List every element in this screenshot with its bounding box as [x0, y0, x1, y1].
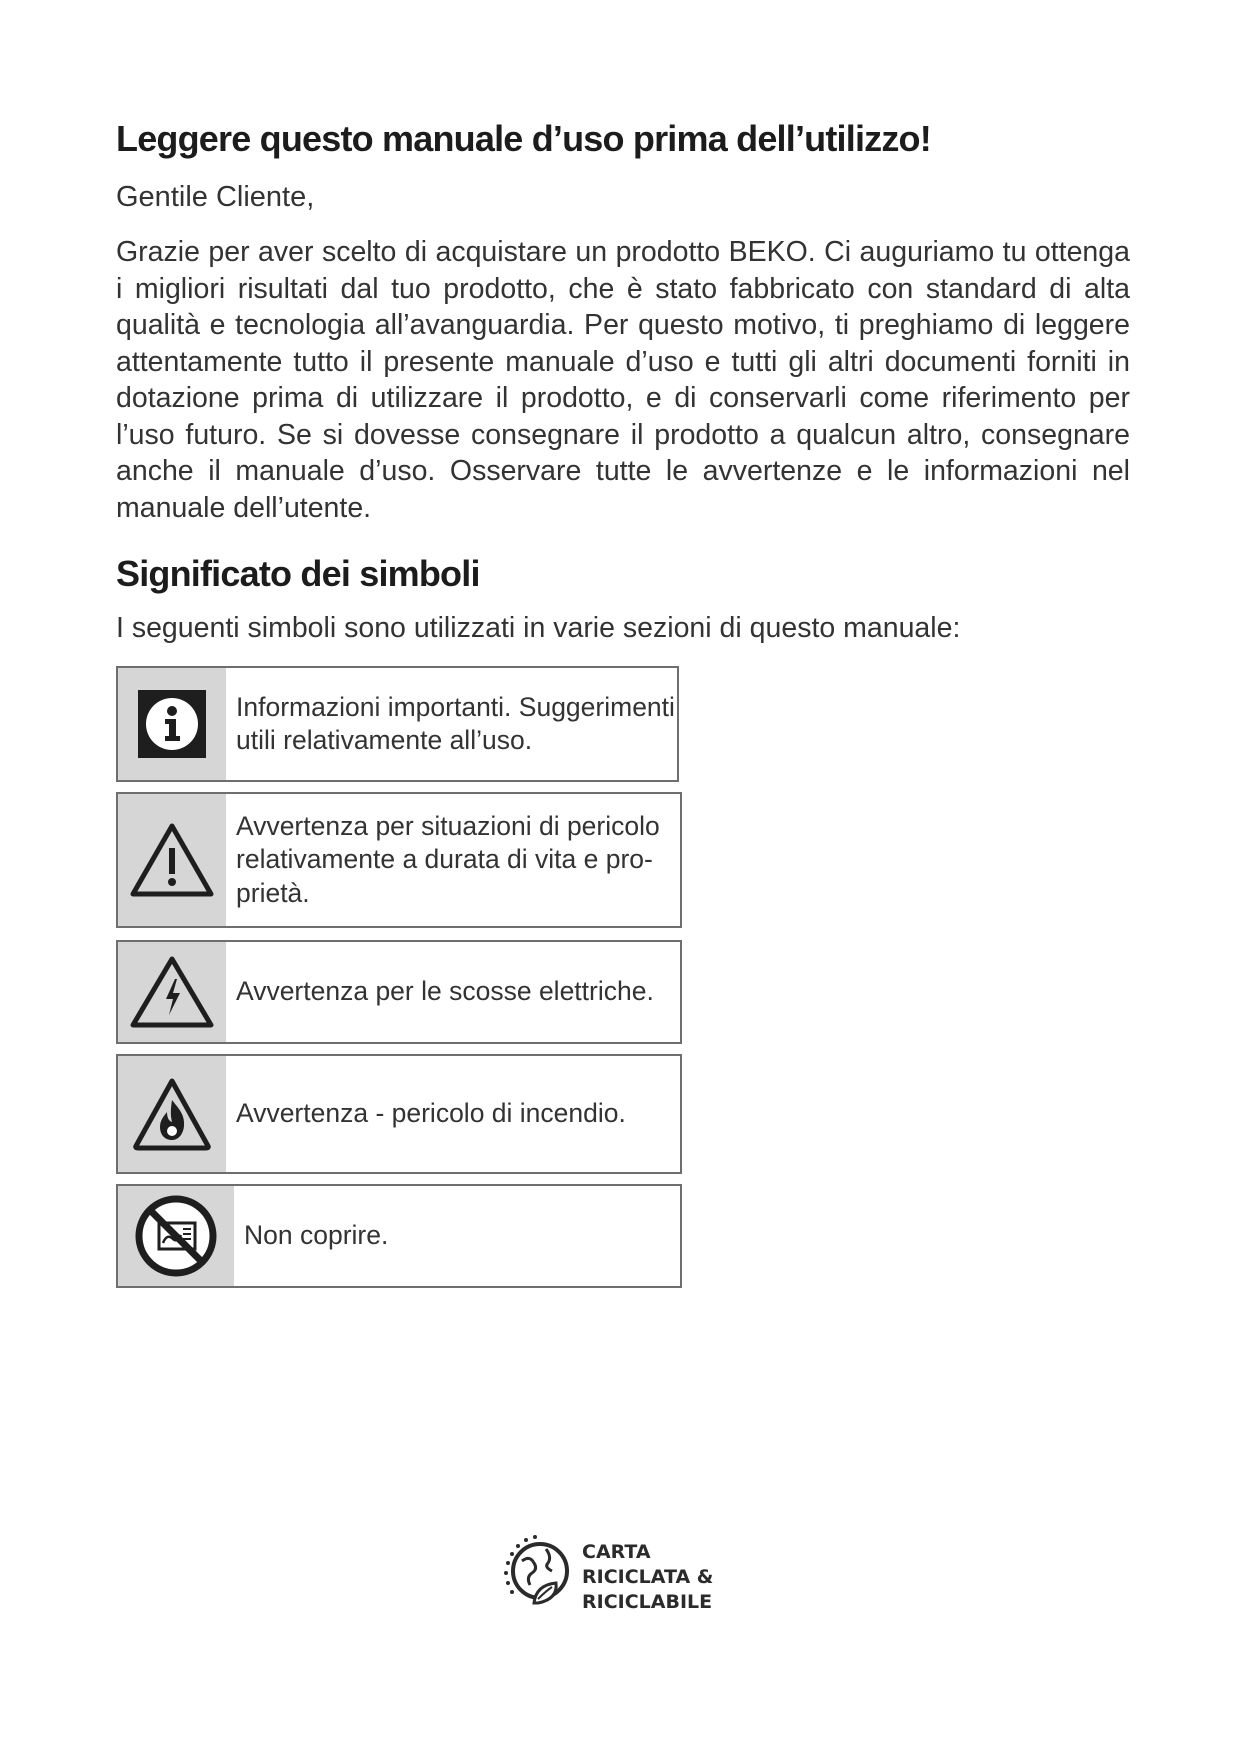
recycled-paper-label: [582, 1540, 713, 1615]
symbol-row-info: [116, 666, 679, 782]
footer-line-2: RICICLATA &: [582, 1566, 714, 1588]
electric-shock-icon: [118, 942, 226, 1042]
greeting: Gentile Cliente,: [116, 181, 315, 213]
symbol-row-do-not-cover: [116, 1184, 682, 1288]
symbol-row-electric-shock: [116, 940, 682, 1044]
symbol-row-fire-hazard: [116, 1054, 682, 1174]
page-title: Leggere questo manuale d’uso prima dell’utilizzo!: [116, 118, 931, 159]
symbol-row-warning: [116, 792, 682, 928]
info-icon: [118, 668, 226, 780]
warning-icon: [118, 794, 226, 926]
intro-paragraph: Grazie per aver scelto di acquistare un prodotto BEKO. Ci auguriamo tu ottenga i migliori risultati dal tuo prodotto, che è stato fabbricato con standard di alta qualità e tecnologia all’avanguardia. Per questo motivo, ti preghiamo di leggere attentamente tutto il presente manuale d’uso e tutti gli altri documenti forniti in dotazione prima di utilizzare il prodotto, e di conservarli come riferimento per l’uso futuro. Se si dovesse consegnare il prodotto a qualcun altro, consegnare anche il manuale d’uso. Osservare tutte le avvertenze e le informazioni nel manuale dell’utente.: [116, 236, 1130, 524]
symbols-heading: Significato dei simboli: [116, 553, 480, 594]
footer-line-1: CARTA: [582, 1541, 651, 1563]
symbol-text: Non coprire.: [244, 1220, 389, 1251]
fire-hazard-icon: [118, 1056, 226, 1172]
recycled-paper-icon: [500, 1533, 576, 1609]
symbol-text: Informazioni importanti. Suggerimenti utili relativamente all’uso.: [236, 691, 675, 755]
footer-line-3: RICICLABILE: [582, 1591, 713, 1613]
do-not-cover-icon: [118, 1186, 234, 1286]
symbol-text: Avvertenza per le scosse elettriche.: [236, 976, 654, 1007]
symbol-text: Avvertenza - pericolo di incendio.: [236, 1098, 626, 1129]
symbols-intro: I seguenti simboli sono utilizzati in varie sezioni di questo manuale:: [116, 612, 961, 644]
symbol-text: Avvertenza per situazioni di pericolo relativamente a durata di vita e pro-prietà.: [236, 810, 660, 908]
